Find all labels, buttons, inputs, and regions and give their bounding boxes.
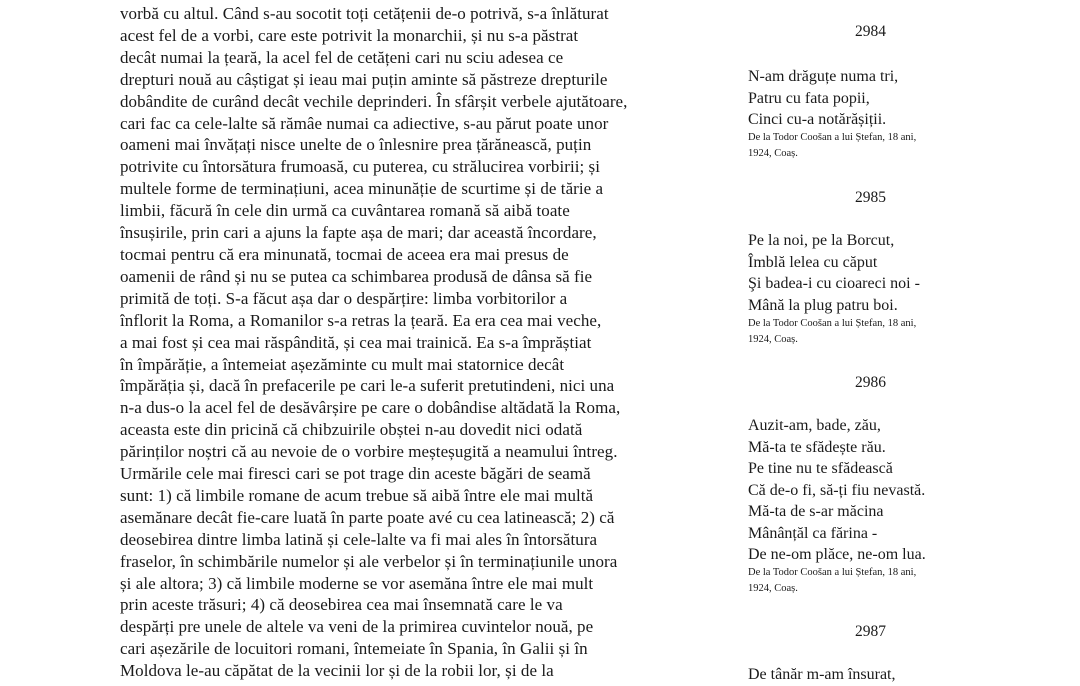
prose-line: decât numai la țeară, la acel fel de cetățeni cari nu sciu adesea ce xyxy=(120,47,564,67)
poem-number: 2984 xyxy=(855,23,886,40)
prose-line: limbii, făcură în cele din urmă ca cuvântarea romană să aibă toate xyxy=(120,201,570,221)
verse-line: Pe la noi, pe la Borcut, xyxy=(748,232,895,249)
verse-line: Auzit-am, bade, zău, xyxy=(748,417,881,434)
prose-line: aceasta este din pricină că chibzuirile obștei n-au dovedit nici odată xyxy=(120,420,583,440)
prose-line: tocmai pentru că era minunată, tocmai de aceea era mai presus de xyxy=(120,244,569,264)
prose-line: prin aceste trăsuri; 4) că deosebirea cea mai însemnată care le va xyxy=(120,595,563,615)
prose-line: asemănare decât fie-care luată în parte poate avé cu cea latinească; 2) că xyxy=(120,507,615,527)
verse-line: Mă-ta te sfădește rău. xyxy=(748,438,886,456)
prose-line: drepturi nouă au câștigat și ieau mai puțin aminte să păstreze drepturile xyxy=(120,69,608,89)
verse-line: Îmblă lelea cu căput xyxy=(748,253,878,271)
poem-verses xyxy=(748,66,898,131)
source-line: De la Todor Coošan a lui Ștefan, 18 ani, xyxy=(748,567,917,578)
verse-line: Pe tine nu te sfădească xyxy=(748,460,893,477)
source-line: 1924, Coaș. xyxy=(748,583,798,594)
verse-line: Cinci cu-a notărășiții. xyxy=(748,111,887,128)
prose-line: Moldova le-au căpătat de la vecinii lor și de la robii lor, și de la xyxy=(120,661,554,681)
prose-line: oameni mai învățați nisce unelte de o înlesnire prea țărănească, puțin xyxy=(120,135,592,155)
poem-verses xyxy=(748,415,926,566)
prose-line: cari fac ca cele-lalte să rămâe numai ca adiective, s-au părut poate unor xyxy=(120,113,609,133)
prose-line: acest fel de a vorbi, care este potrivit la monarchii, și nu s-a păstrat xyxy=(120,25,579,45)
prose-line: oamenii de rând și nu se putea ca schimbarea produsă de dânsa să fie xyxy=(120,266,593,286)
poem-source xyxy=(748,316,988,348)
verse-line: Mânânțăl ca fărina - xyxy=(748,524,878,542)
verse-line: N-am drăguțe numa tri, xyxy=(748,68,899,85)
prose-line: părinților noștri că au nevoie de o vorbire meșteșugită a neamului întreg. xyxy=(120,442,618,462)
verse-line: Mână la plug patru boi. xyxy=(748,296,898,314)
verse-line: Că de-o fi, să-ți fiu nevastă. xyxy=(748,481,926,499)
prose-line: și ale altora; 3) că limbile moderne se vor asemăna între ele mai mult xyxy=(120,573,594,593)
verse-line: Patru cu fata popii, xyxy=(748,89,870,107)
prose-line: înflorit la Roma, a Romanilor s-a retras la țeară. Ea era cea mai veche, xyxy=(120,310,602,330)
prose-line: însușirile, prin cari a ajuns la fapte așa de mari; dar această încordare, xyxy=(120,223,597,243)
prose-line: multele forme de terminațiuni, acea minunăție de scurtime și de tărie a xyxy=(120,179,604,199)
source-line: 1924, Coaș. xyxy=(748,148,798,159)
prose-line: vorbă cu altul. Când s-au socotit toți cetățenii de-o potrivă, s-a înlăturat xyxy=(120,4,609,23)
prose-line: potrivite cu întorsătura frumoasă, cu puterea, cu strălucirea vorbirii; și xyxy=(120,157,600,177)
prose-line: primită de toți. S-a făcut așa dar o despărțire: limba vorbitorilor a xyxy=(120,288,568,308)
prose-line: Urmările cele mai firesci cari se pot trage din aceste băgări de seamă xyxy=(120,464,591,484)
poem-number: 2987 xyxy=(855,623,886,640)
poem-source xyxy=(748,565,988,597)
prose-line: dobândite de curând decât vechile deprinderi. În sfârșit verbele ajutătoare, xyxy=(120,91,628,111)
verse-line: Mă-ta de s-ar măcina xyxy=(748,503,884,520)
prose-line: a mai fost și cea mai răspândită, și cea mai trainică. Ea s-a împrăștiat xyxy=(120,332,592,352)
prose-line: fraselor, în schimbările numelor și ale verbelor și în terminațiunile unora xyxy=(120,551,618,571)
prose-line: deosebirea dintre limba latină și cele-lalte va fi mai ales în întorsătura xyxy=(120,529,598,549)
poem-number: 2986 xyxy=(855,374,886,391)
poem-number: 2985 xyxy=(855,189,886,206)
prose-line: despărți pre unele de altele va veni de la primirea cuvintelor nouă, pe xyxy=(120,617,594,637)
poem-source xyxy=(748,130,988,162)
prose-line: în împărăție, a întemeiat așezăminte cu mult mai statornice decât xyxy=(120,354,565,374)
source-line: De la Todor Coošan a lui Ștefan, 18 ani, xyxy=(748,318,917,329)
prose-line: împărăția și, dacă în prefacerile pe cari le-a suferit pretutindeni, nici una xyxy=(120,376,615,396)
source-line: De la Todor Coošan a lui Ștefan, 18 ani, xyxy=(748,132,917,143)
source-line: 1924, Coaș. xyxy=(748,334,798,345)
prose-line: cari așezările de locuitori romani, întemeiate în Spania, în Galii și în xyxy=(120,639,588,659)
prose-line: sunt: 1) că limbile romane de acum trebue să aibă între ele mai multă xyxy=(120,485,594,505)
prose-line: n-a dus-o la acel fel de desăvârșire pe care o dobândise altădată la Roma, xyxy=(120,398,621,418)
verse-line: Şi badea-i cu cioareci noi - xyxy=(748,275,920,292)
verse-line: De ne-om plăce, ne-om lua. xyxy=(748,546,926,563)
poem-verses xyxy=(748,230,920,316)
verse-line: De tânăr m-am însurat, xyxy=(748,666,896,683)
prose-column xyxy=(120,3,720,682)
